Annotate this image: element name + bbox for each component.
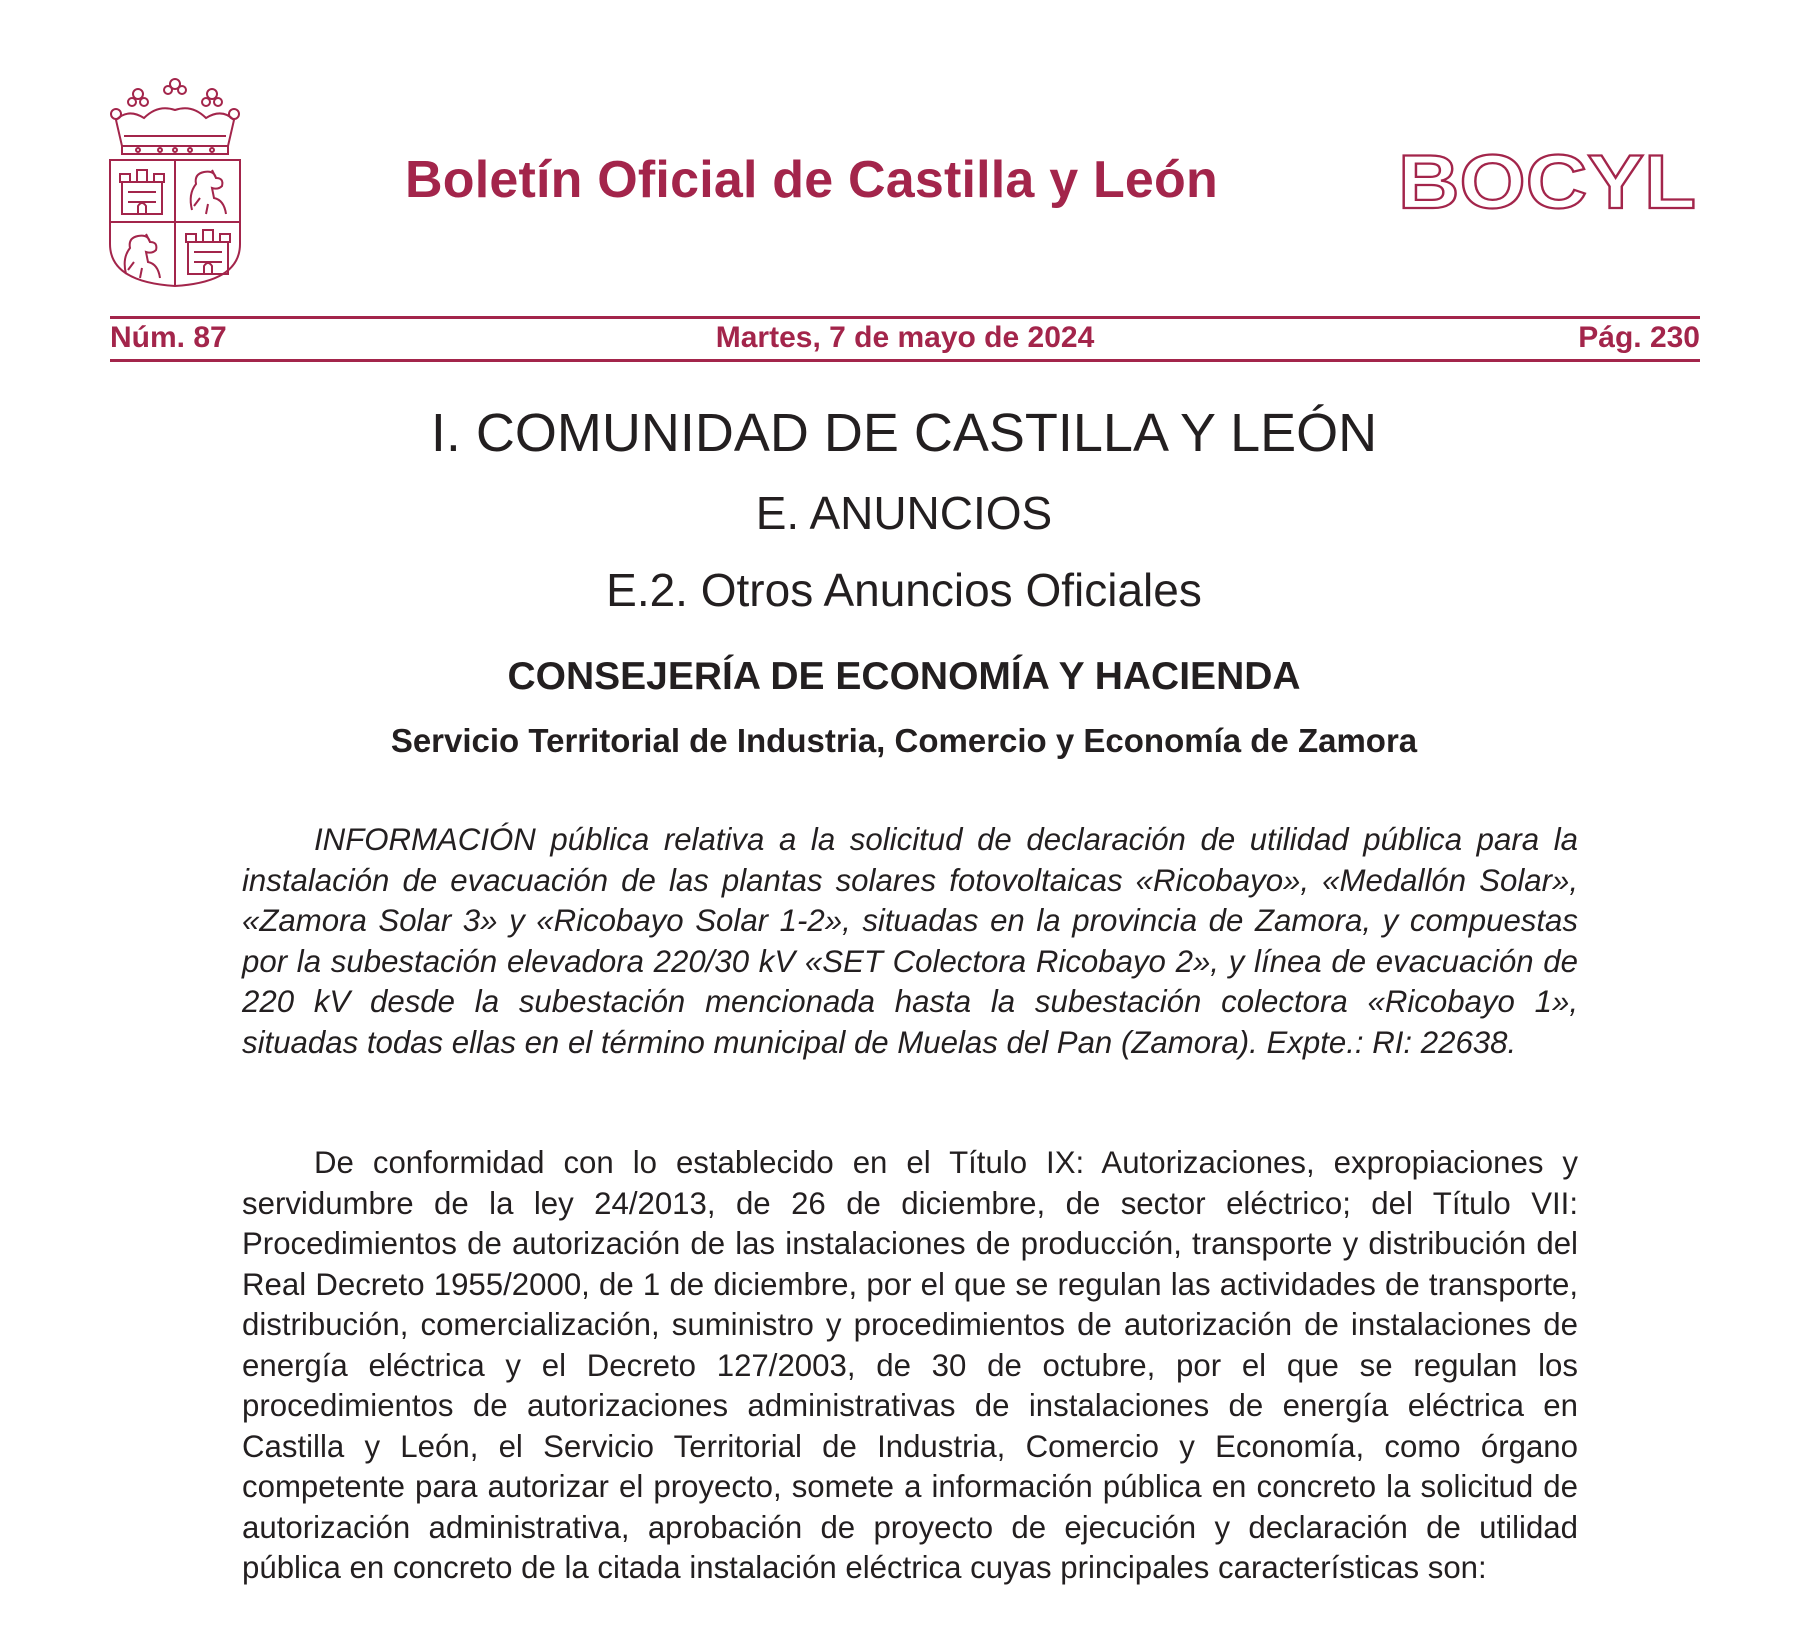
section-heading: I. COMUNIDAD DE CASTILLA Y LEÓN [430, 403, 1378, 463]
issue-meta-row [110, 316, 1700, 362]
service-heading: Servicio Territorial de Industria, Comercio y Economía de Zamora [390, 722, 1418, 759]
bocyl-logo [1398, 146, 1698, 218]
subsection-heading: E. ANUNCIOS [755, 487, 1053, 539]
announcement-summary: INFORMACIÓN pública relativa a la solicitud de declaración de utilidad pública para la instalación de evacuación de las plantas solares fotovoltaicas «Ricobayo», «Medallón Solar», «Zamora Solar 3» y «Ricobayo Solar 1-2», situadas en la provincia de Zamora, y compuestas por la subestación elevadora 220/30 kV «SET Colectora Ricobayo 2», y línea de evacuación de 220 kV desde la subestación mencionada hasta la subestación colectora «Ricobayo 1», situadas todas ellas en el término municipal de Muelas del Pan (Zamora). Expte.: RI: 22638. [242, 822, 1578, 1060]
issue-date: Martes, 7 de mayo de 2024 [715, 321, 1095, 354]
subsubsection-heading: E.2. Otros Anuncios Oficiales [606, 564, 1202, 616]
coat-of-arms-icon [108, 74, 242, 288]
department-heading: CONSEJERÍA DE ECONOMÍA Y HACIENDA [507, 655, 1301, 698]
announcement-paragraph: De conformidad con lo establecido en el Título IX: Autorizaciones, expropiaciones y servidumbre de la ley 24/2013, de 26 de diciembre, de sector eléctrico; del Título VII: Procedimientos de autorización de las instalaciones de producción, transporte y distribución del Real Decreto 1955/2000, de 1 de diciembre, por el que se regulan las actividades de transporte, distribución, comercialización, suministro y procedimientos de autorización de instalaciones de energía eléctrica y el Decreto 127/2003, de 30 de octubre, por el que se regulan los procedimientos de autorizaciones administrativas de instalaciones de energía eléctrica en Castilla y León, el Servicio Territorial de Industria, Comercio y Economía, como órgano competente para autorizar el proyecto, somete a información pública en concreto la solicitud de autorización administrativa, aprobación de proyecto de ejecución y declaración de utilidad pública en concreto de la citada instalación eléctrica cuyas principales características son: [242, 1145, 1578, 1585]
bocyl-logo-text: BOCYL [1398, 146, 1696, 218]
page-number: Pág. 230 [1578, 321, 1700, 354]
bulletin-title: Boletín Oficial de Castilla y León [405, 151, 1218, 209]
issue-number: Núm. 87 [110, 321, 227, 354]
